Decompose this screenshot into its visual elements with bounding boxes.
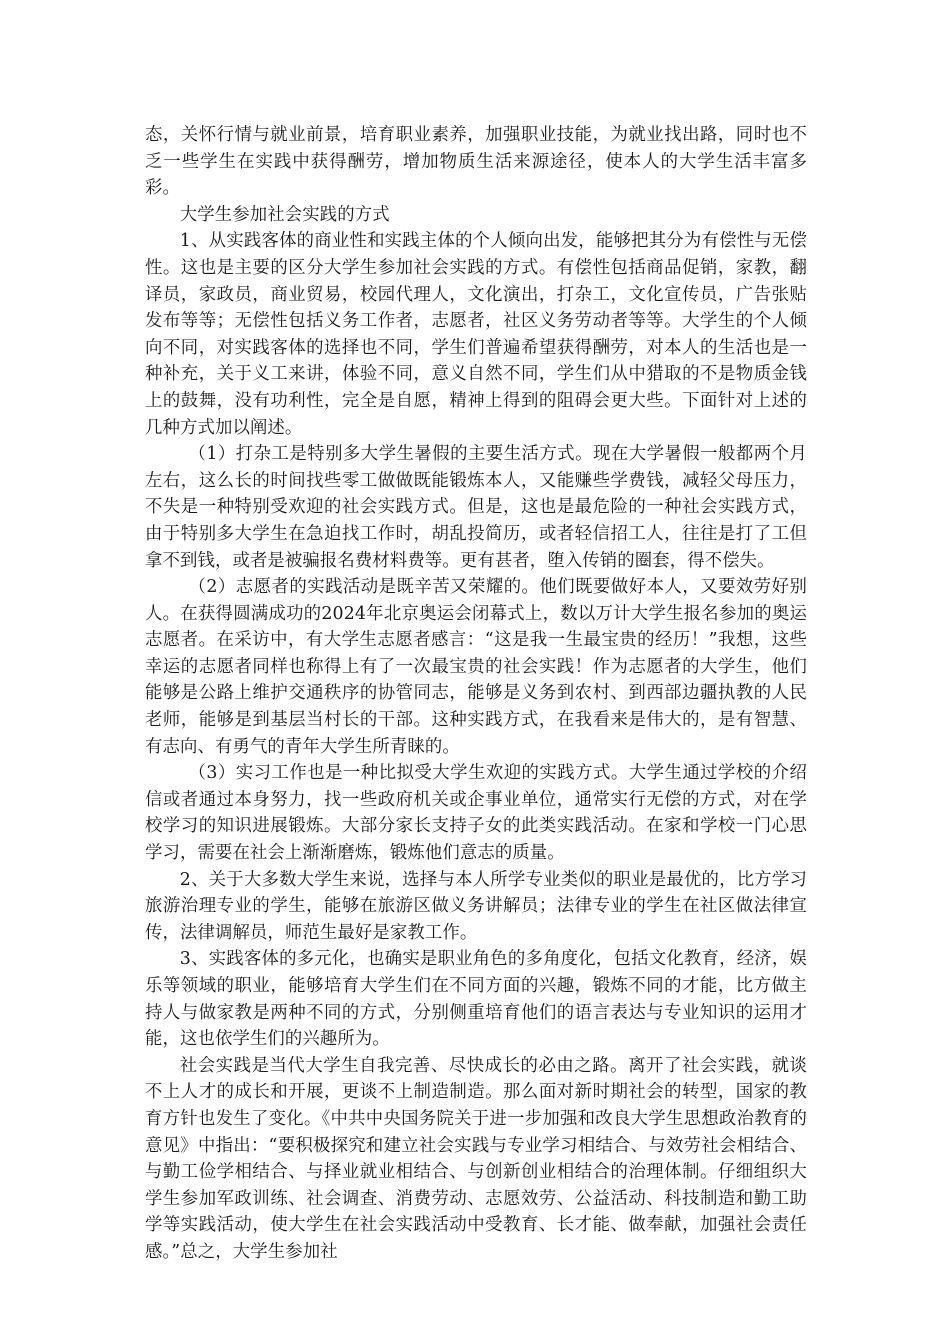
paragraph-subpoint-2: （2）志愿者的实践活动是既辛苦又荣耀的。他们既要做好本人，又要效劳好别人。在获得圆满成功的2024年北京奥运会闭幕式上，数以万计大学生报名参加的奥运志愿者。在采访中，有大学生志愿者感言：“这是我一生最宝贵的经历！”我想，这些幸运的志愿者同样也称得上有了一次最宝贵的社会实践！作为志愿者的大学生，他们能够是公路上维护交通秩序的协管同志，能够是义务到农村、到西部边疆执教的人民老师，能够是到基层当村长的干部。这种实践方式，在我看来是伟大的，是有智慧、有志向、有勇气的青年大学生所青睐的。 — [145, 577, 807, 757]
document-body — [145, 122, 807, 1266]
paragraph-conclusion: 社会实践是当代大学生自我完善、尽快成长的必由之路。离开了社会实践，就谈不上人才的成长和开展，更谈不上制造制造。那么面对新时期社会的转型，国家的教育方针也发生了变化。《中共中央国务院关于进一步加强和改良大学生思想政治教育的意见》中指出：“要积极探究和建立社会实践与专业学习相结合、与效劳社会相结合、与勤工俭学相结合、与择业就业相结合、与创新创业相结合的治理体制。仔细组织大学生参加军政训练、社会调查、消费劳动、志愿效劳、公益活动、科技制造和勤工助学等实践活动，使大学生在社会实践活动中受教育、长才能、做奉献，加强社会责任感。”总之，大学生参加社 — [145, 1055, 807, 1262]
paragraph-subpoint-1: （1）打杂工是特别多大学生暑假的主要生活方式。现在大学暑假一般都两个月左右，这么长的时间找些零工做做既能锻炼本人，又能赚些学费钱，减轻父母压力，不失是一种特别受欢迎的社会实践方式。但是，这也是最危险的一种社会实践方式，由于特别多大学生在急迫找工作时，胡乱投简历，或者轻信招工人，往往是打了工但拿不到钱，或者是被骗报名费材料费等。更有甚者，堕入传销的圈套，得不偿失。 — [145, 444, 807, 571]
paragraph-point-2: 2、关于大多数大学生来说，选择与本人所学专业类似的职业是最优的，比方学习旅游治理专业的学生，能够在旅游区做义务讲解员；法律专业的学生在社区做法律宣传，法律调解员，师范生最好是家教工作。 — [145, 869, 807, 943]
paragraph-continuation: 态，关怀行情与就业前景，培育职业素养，加强职业技能，为就业找出路，同时也不乏一些学生在实践中获得酬劳，增加物质生活来源途径，使本人的大学生活丰富多彩。 — [145, 125, 807, 199]
paragraph-point-1: 1、从实践客体的商业性和实践主体的个人倾向出发，能够把其分为有偿性与无偿性。这也是主要的区分大学生参加社会实践的方式。有偿性包括商品促销，家教，翻译员，家政员，商业贸易，校园代理人，文化演出，打杂工，文化宣传员，广告张贴发布等等；无偿性包括义务工作者，志愿者，社区义务劳动者等等。大学生的个人倾向不同，对实践客体的选择也不同，学生们普遍希望获得酬劳，对本人的生活也是一种补充，关于义工来讲，体验不同，意义自然不同，学生们从中猎取的不是物质金钱上的鼓舞，没有功利性，完全是自愿，精神上得到的阻碍会更大些。下面针对上述的几种方式加以阐述。 — [145, 231, 807, 438]
paragraph-point-3: 3、实践客体的多元化，也确实是职业角色的多角度化，包括文化教育，经济，娱乐等领域的职业，能够培育大学生们在不同方面的兴趣，锻炼不同的才能，比方做主持人与做家教是两种不同的方式，分别侧重培育他们的语言表达与专业知识的运用才能，这也依学生们的兴趣所为。 — [145, 949, 807, 1050]
paragraph-subpoint-3: （3）实习工作也是一种比拟受大学生欢迎的实践方式。大学生通过学校的介绍信或者通过本身努力，找一些政府机关或企事业单位，通常实行无偿的方式，对在学校学习的知识进展锻炼。大部分家长支持子女的此类实践活动。在家和学校一门心思学习，需要在社会上渐渐磨炼，锻炼他们意志的质量。 — [145, 763, 807, 864]
section-heading: 大学生参加社会实践的方式 — [179, 204, 390, 225]
